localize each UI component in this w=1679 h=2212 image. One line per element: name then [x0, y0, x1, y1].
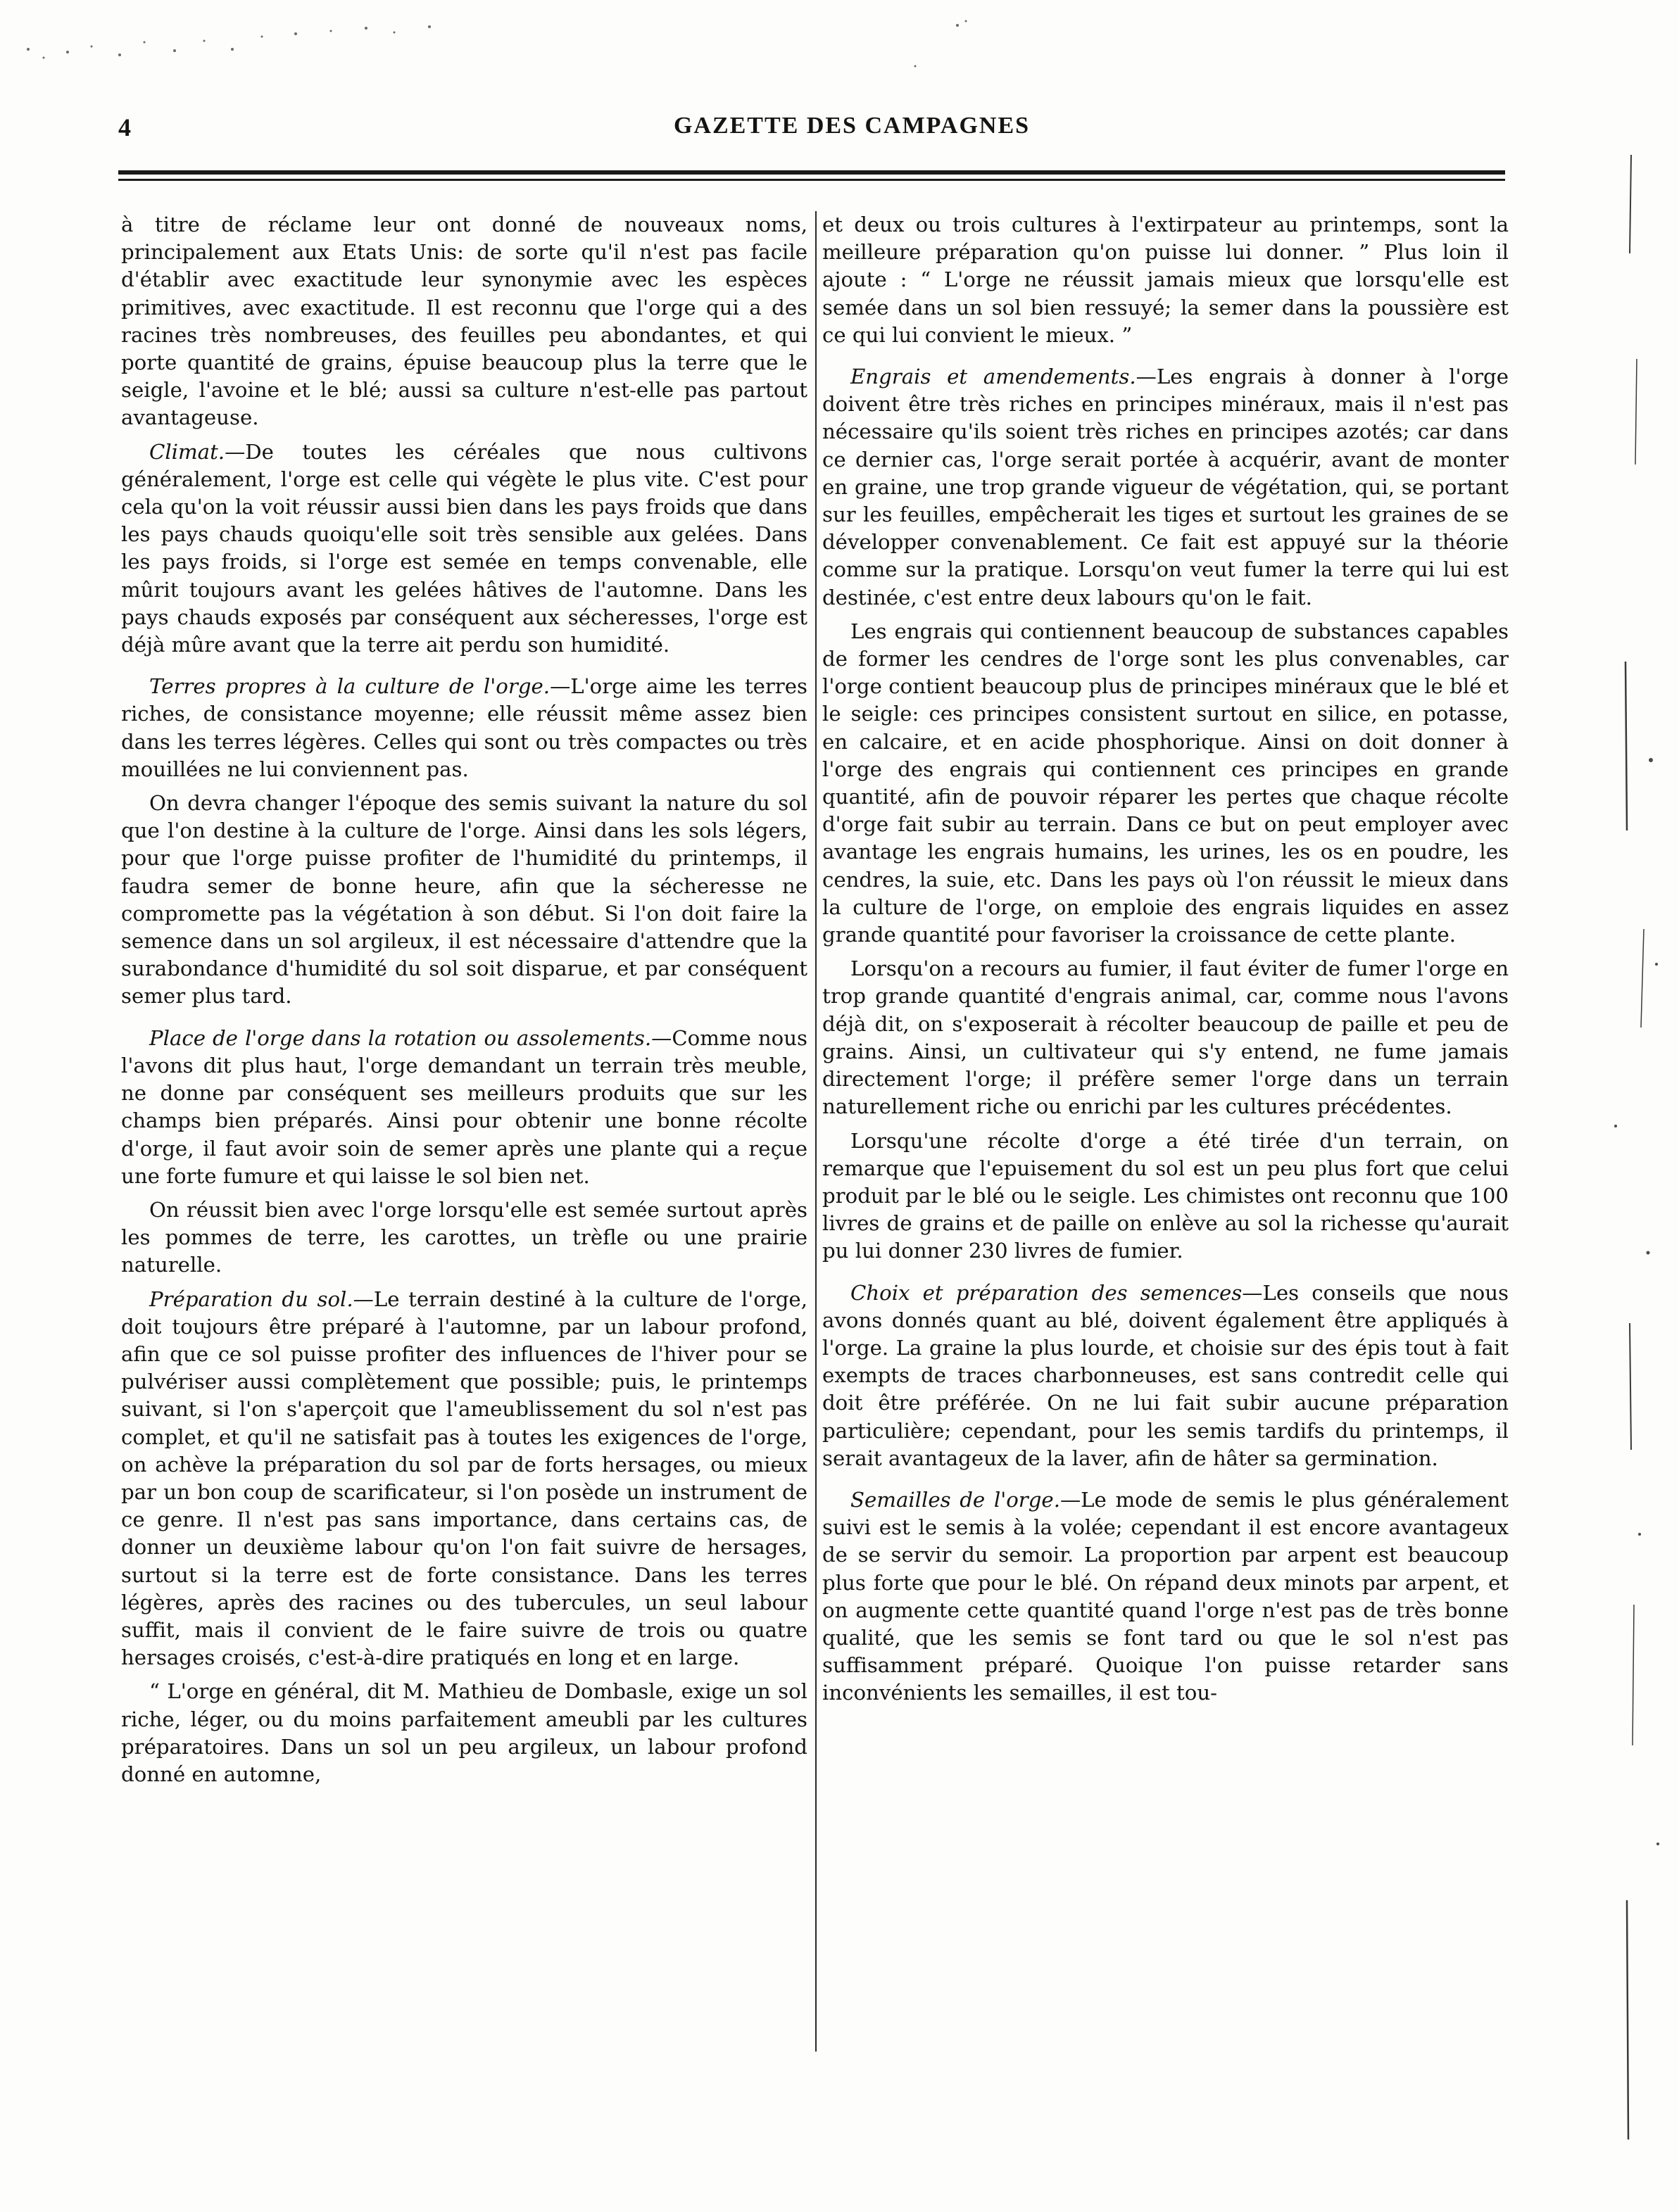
article-paragraph	[121, 1025, 807, 1190]
page-number: 4	[118, 113, 131, 141]
section-heading: Engrais et amendements.	[850, 365, 1136, 389]
paragraph-text: —Les conseils que nous avons donnés quant au blé, doivent également être appliqués à l'orge. La graine la plus lourde, et choisie sur des épis tout à fait exempts de traces charbonneuses, est sans contredit celle qui doit être préférée. On ne lui fait subir aucune préparation particulière; cependant, pour les semis tardifs du printemps, il serait avantageux de la laver, afin de hâter sa germination.	[822, 1280, 1509, 1470]
section-heading: Terres propres à la culture de l'orge.	[149, 674, 551, 699]
article-paragraph	[121, 673, 807, 783]
paragraph-text: —Comme nous l'avons dit plus haut, l'orge demandant un terrain très meuble, ne donne par conséquent ses meilleurs produits que sur les champs bien préparés. Ainsi pour obtenir une bonne récolte d'orge, il faut avoir soin de semer après une plante qui a reçue une forte fumure et qui laisse le sol bien net.	[121, 1025, 807, 1188]
article-paragraph	[822, 1486, 1509, 1707]
header-rule-thin	[118, 179, 1505, 181]
article-paragraph: à titre de réclame leur ont donné de nouveaux noms, principalement aux Etats Unis: de sorte qu'il n'est pas facile d'établir avec exactitude leur synonymie avec les espèces primitives, avec exactitude. Il est reconnu que l'orge qui a des racines très nombreuses, des feuilles peu abondantes, et qui porte quantité de grains, épuise beaucoup plus la terre que le seigle, l'avoine et le blé; aussi sa culture n'est-elle pas partout avantageuse.	[121, 213, 807, 430]
article-paragraph: Lorsqu'on a recours au fumier, il faut éviter de fumer l'orge en trop grande quantité d'engrais animal, car, comme nous l'avons déjà dit, on s'exposerait à récolter beaucoup de paille et peu de grains. Ainsi, un cultivateur qui s'y entend, ne fume jamais directement l'orge; il préfère semer l'orge dans un terrain naturellement riche ou enrichi par les cultures précédentes.	[822, 956, 1509, 1119]
article-paragraph: Les engrais qui contiennent beaucoup de substances capables de former les cendres de l'orge sont les plus convenables, car l'orge contient beaucoup plus de principes minéraux que le blé et le seigle: ces principes consistent surtout en silice, en potasse, en calcaire, et en acide phosphorique. Ainsi on doit donner à l'orge des engrais qui contiennent ces principes en grande quantité, afin de pouvoir réparer les pertes que chaque récolte d'orge fait subir au terrain. Dans ce but on peut employer avec avantage les engrais humains, les urines, les os en poudre, les cendres, la suie, etc. Dans les pays où l'on réussit le mieux dans la culture de l'orge, on emploie des engrais liquides en assez grande quantité pour favoriser la croissance de cette plante.	[822, 619, 1509, 947]
article-paragraph: et deux ou trois cultures à l'extirpateur au printemps, sont la meilleure préparation qu'on puisse lui donner. ” Plus loin il ajoute : “ L'orge ne réussit jamais mieux que lorsqu'elle est semée dans un sol bien ressuyé; la semer dans la poussière est ce qui lui convient le mieux. ”	[822, 213, 1509, 347]
section-heading: Climat.	[149, 439, 225, 464]
right-column	[822, 211, 1509, 1707]
paragraph-text: —De toutes les céréales que nous cultivons généralement, l'orge est celle qui végète le plus vite. C'est pour cela qu'on la voit réussir aussi bien dans les pays froids que dans les pays chauds quoiqu'elle soit très sensible aux gelées. Dans les pays froids, si l'orge est semée en temps convenable, elle mûrit toujours avant les gelées hâtives de l'automne. Dans les pays chauds exposés par conséquent aux sécheresses, l'orge est déjà mûre avant que la terre ait perdu son humidité.	[121, 439, 807, 657]
article-paragraph	[822, 363, 1509, 612]
newspaper-title: GAZETTE DES CAMPAGNES	[673, 113, 1031, 139]
article-paragraph	[121, 1286, 807, 1672]
header-rule-thick	[118, 170, 1505, 175]
section-heading: Semailles de l'orge.	[850, 1487, 1060, 1512]
scan-noise-top	[0, 0, 1679, 77]
left-column	[121, 211, 807, 1788]
column-divider	[815, 211, 817, 2052]
article-paragraph: “ L'orge en général, dit M. Mathieu de Dombasle, exige un sol riche, léger, ou du moins parfaitement ameubli par les cultures préparatoires. Dans un sol un peu argileux, un labour profond donné en automne,	[121, 1679, 807, 1786]
paragraph-text: —Le terrain destiné à la culture de l'orge, doit toujours être préparé à l'automne, par un labour profond, afin que ce sol puisse profiter des influences de l'hiver pour se pulvériser aussi complètement que possible; puis, le printemps suivant, si l'on s'aperçoit que l'ameublissement du sol n'est pas complet, et qu'il ne satisfait pas à toutes les exigences de l'orge, on achève la préparation du sol par de forts hersages, ou mieux par un bon coup de scarificateur, si l'on posède un instrument de ce genre. Il n'est pas sans importance, dans certains cas, de donner un deuxième labour qu'on l'on fait suivre de hersages, surtout si la terre est de forte consistance. Dans les terres légères, après des racines ou des tubercules, un seul labour suffit, mais il convient de le faire suivre de trois ou quatre hersages croisés, c'est-à-dire pratiqués en long et en large.	[121, 1287, 807, 1670]
article-paragraph	[121, 438, 807, 659]
paragraph-text: —Le mode de semis le plus généralement suivi est le semis à la volée; cependant il est encore avantageux de se servir du semoir. La proportion par arpent est beaucoup plus forte que pour le blé. On répand deux minots par arpent, et on augmente cette quantité quand l'orge n'est pas de très bonne qualité, que les semis se font tard ou que le sol n'est pas suffisamment préparé. Quoique l'on puisse retarder sans inconvénients les semailles, il est tou-	[822, 1487, 1509, 1705]
article-paragraph: On réussit bien avec l'orge lorsqu'elle est semée surtout après les pommes de terre, les carottes, un trèfle ou une prairie naturelle.	[121, 1197, 807, 1277]
section-heading: Place de l'orge dans la rotation ou assolements.	[149, 1025, 652, 1050]
section-heading: Préparation du sol.	[149, 1287, 353, 1311]
scan-edge-marks	[1595, 127, 1679, 2168]
paragraph-text: —L'orge aime les terres riches, de consistance moyenne; elle réussit même assez bien dans les terres légères. Celles qui sont ou très compactes ou très mouillées ne lui conviennent pas.	[121, 674, 808, 781]
article-paragraph: Lorsqu'une récolte d'orge a été tirée d'un terrain, on remarque que l'epuisement du sol est un peu plus fort que celui produit par le blé ou le seigle. Les chimistes ont reconnu que 100 livres de grains et de paille on enlève au sol la richesse qu'aurait pu lui donner 230 livres de fumier.	[822, 1128, 1509, 1263]
article-paragraph: On devra changer l'époque des semis suivant la nature du sol que l'on destine à la culture de l'orge. Ainsi dans les sols légers, pour que l'orge puisse profiter de l'humidité du printemps, il faudra semer de bonne heure, afin que la sécheresse ne compromette pas la végétation à son début. Si l'on doit faire la semence dans un sol argileux, il est nécessaire d'attendre que la surabondance d'humidité du sol soit disparue, et par conséquent semer plus tard.	[121, 791, 807, 1009]
section-heading: Choix et préparation des semences	[850, 1280, 1243, 1305]
paragraph-text: —Les engrais à donner à l'orge doivent être très riches en principes minéraux, mais il n'est pas nécessaire qu'ils soient très riches en principes azotés; car dans ce dernier cas, l'orge serait portée à acquérir, avant de monter en graine, une trop grande vigueur de végétation, qui, se portant sur les feuilles, empêcherait les tiges et surtout les graines de se développer convenablement. Ce fait est appuyé sur la théorie comme sur la pratique. Lorsqu'on veut fumer la terre qui lui est destinée, c'est entre deux labours qu'on le fait.	[822, 365, 1509, 609]
article-paragraph	[822, 1279, 1509, 1472]
